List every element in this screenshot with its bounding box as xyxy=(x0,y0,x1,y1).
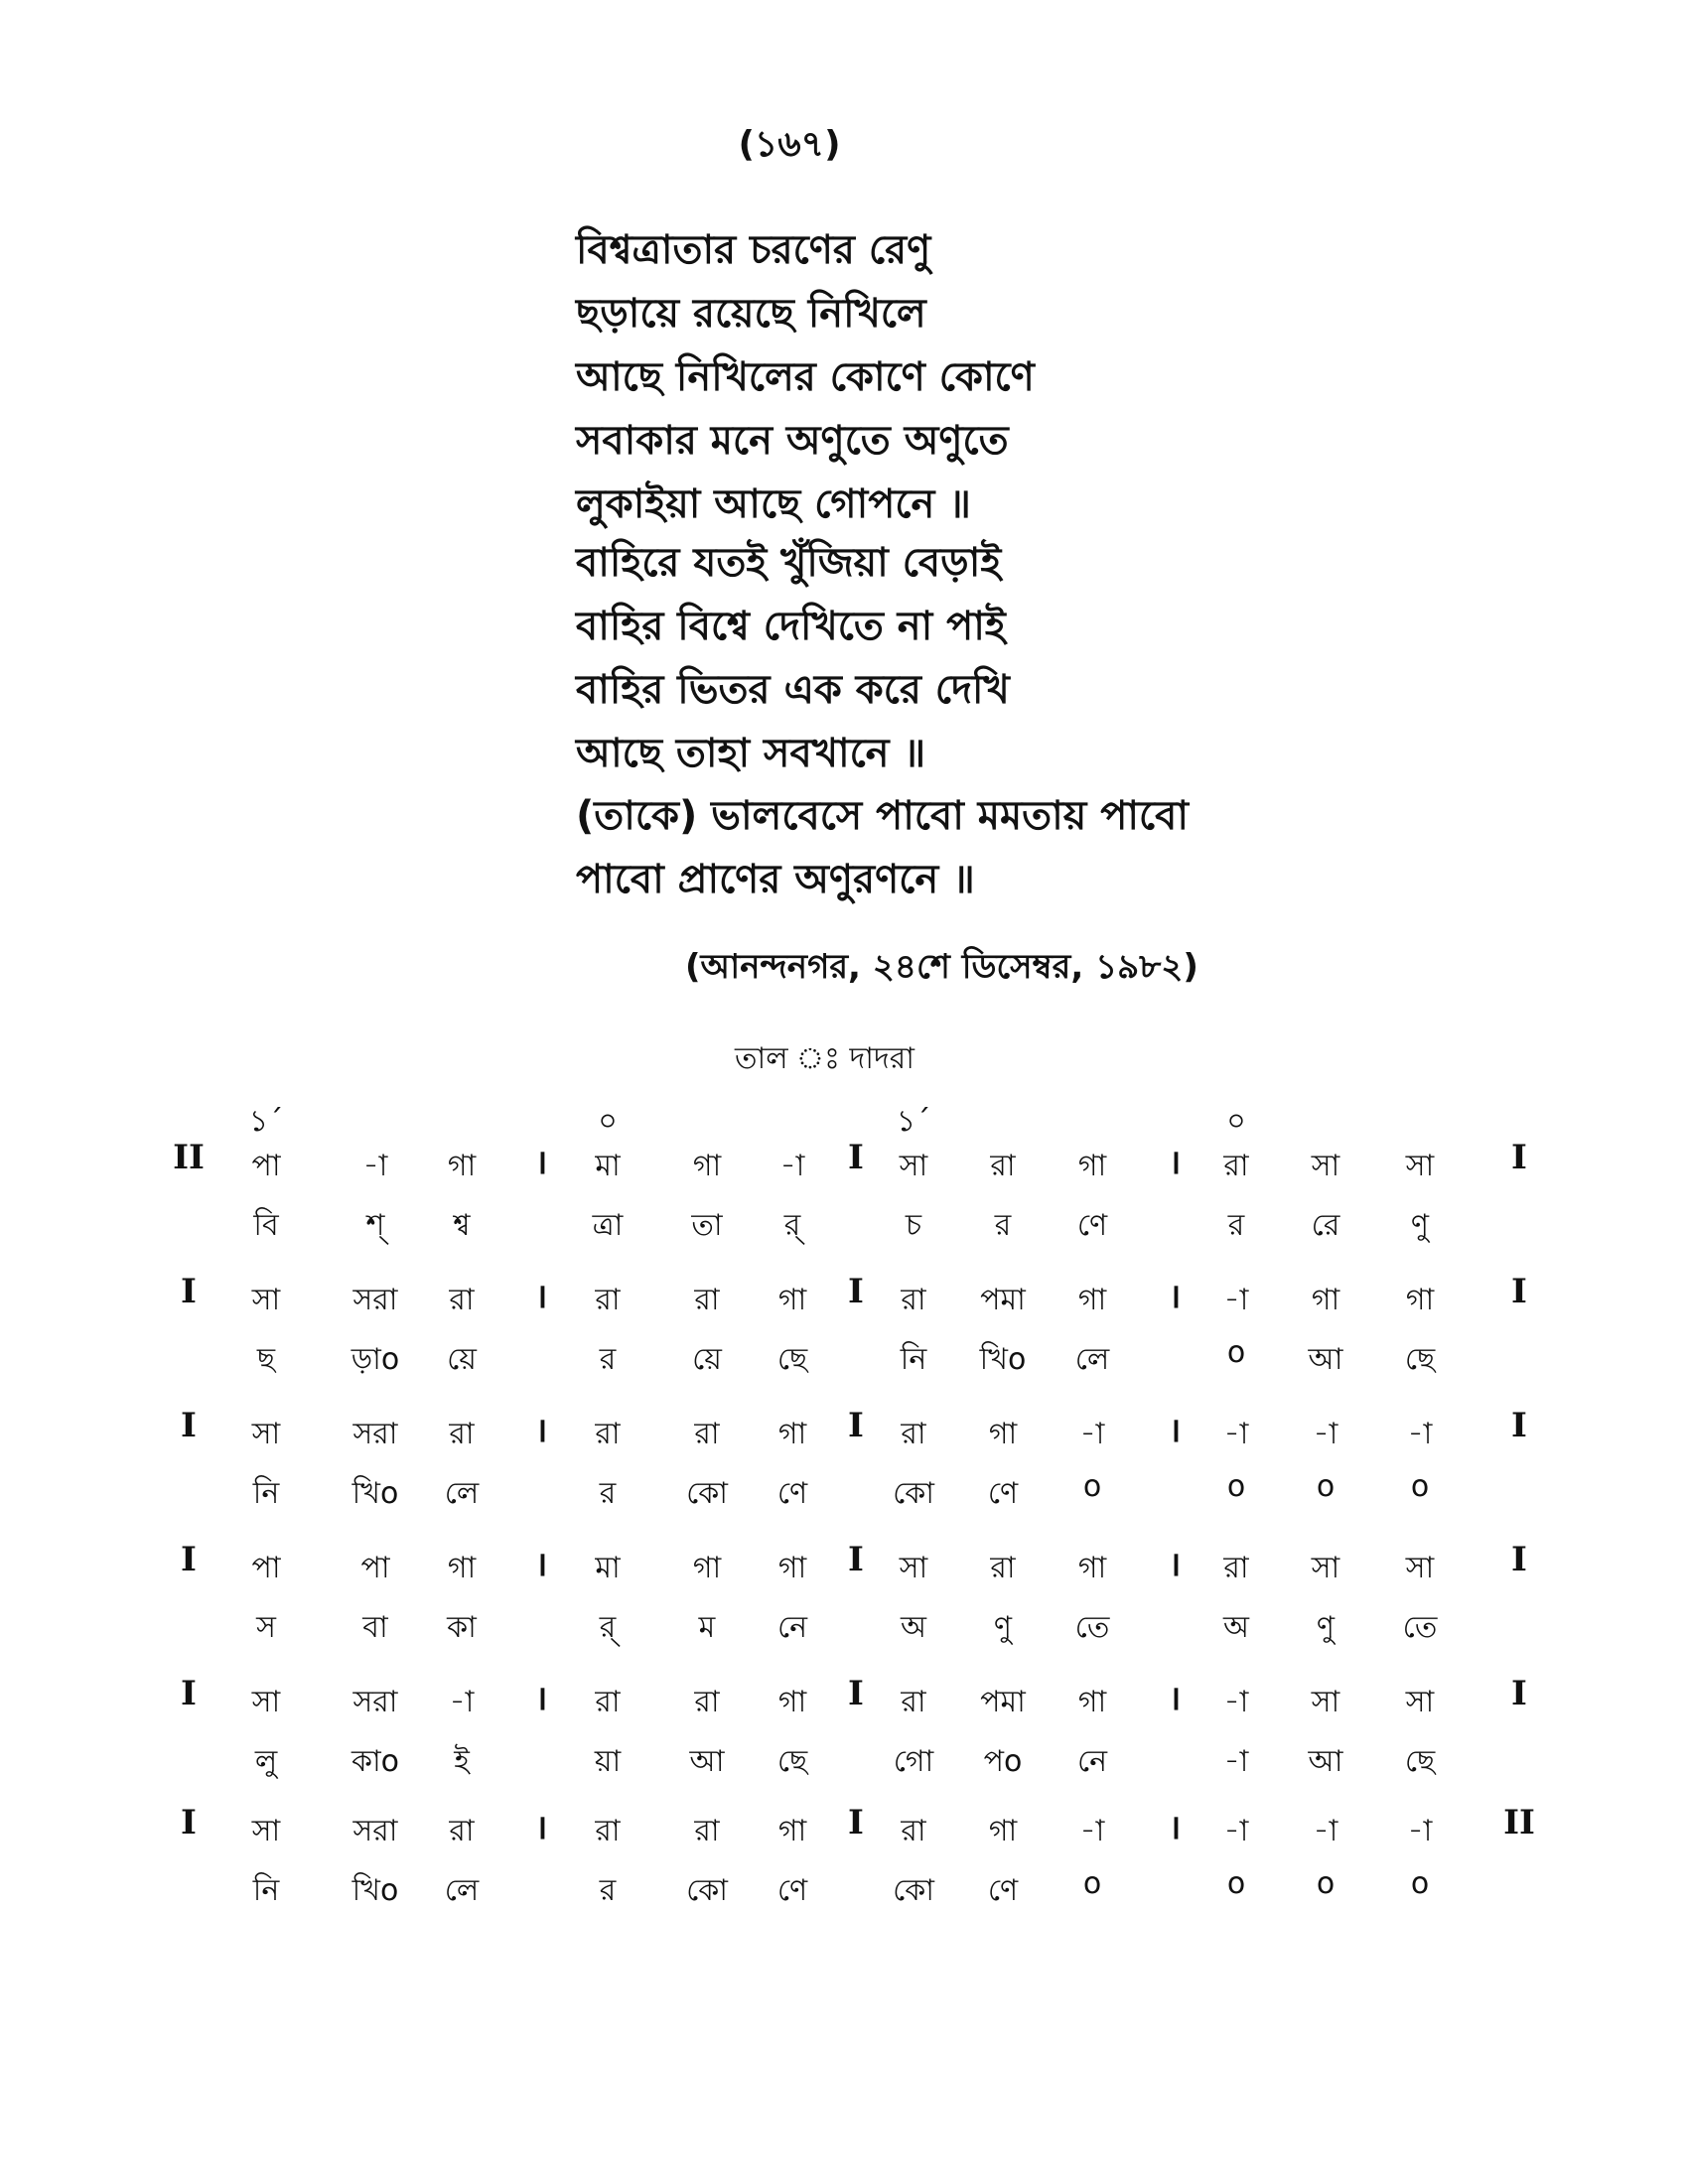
lyric-syllable: গো xyxy=(893,1744,934,1779)
swara-note: গা xyxy=(777,1283,807,1317)
swara-note: সরা xyxy=(352,1814,398,1848)
bar-line: I xyxy=(848,1540,864,1579)
lyric-syllable: ণে xyxy=(776,1476,808,1511)
lyric-syllable: অ xyxy=(901,1610,926,1645)
swara-note: রা xyxy=(901,1685,926,1719)
lyric-syllable: চ xyxy=(905,1208,922,1243)
lyric-syllable: র xyxy=(994,1208,1012,1243)
bar-line: । xyxy=(534,1679,548,1718)
swara-note: সা xyxy=(1405,1685,1435,1719)
swara-note: সা xyxy=(251,1417,281,1451)
bar-line: । xyxy=(534,1277,548,1316)
lyric-syllable: ছে xyxy=(776,1342,808,1377)
swara-note: রা xyxy=(449,1283,475,1317)
lyric-syllable: লে xyxy=(444,1873,480,1908)
swara-note: পমা xyxy=(980,1283,1026,1317)
swara-note: সা xyxy=(251,1283,281,1317)
swara-note: গা xyxy=(692,1149,722,1183)
swara-note: -া xyxy=(1223,1685,1249,1719)
lyric-syllable: লে xyxy=(1074,1342,1110,1377)
swara-note: -া xyxy=(1313,1814,1338,1848)
bar-line: II xyxy=(173,1138,205,1177)
lyric-syllable: o xyxy=(1226,1335,1246,1370)
lyric-syllable: ণু xyxy=(1316,1610,1336,1645)
swara-note: রা xyxy=(1223,1551,1249,1585)
taal-label: তাল ঃ দাদরা xyxy=(735,1041,914,1076)
swara-note: রা xyxy=(990,1149,1016,1183)
swara-note: রা xyxy=(595,1814,621,1848)
lyric-syllable: তে xyxy=(1402,1610,1438,1645)
bar-line: I xyxy=(181,1803,197,1843)
swara-note: -া xyxy=(1223,1283,1249,1317)
swara-note: সা xyxy=(251,1814,281,1848)
swara-note: সরা xyxy=(352,1417,398,1451)
swara-note: রা xyxy=(694,1417,720,1451)
lyric-syllable: ছে xyxy=(1404,1744,1436,1779)
lyric-syllable: খিo xyxy=(352,1873,399,1908)
swara-note: গা xyxy=(777,1417,807,1451)
stanza-1 xyxy=(576,218,1035,536)
lyric-line: (তাকে) ভালবেসে পাবো মমতায় পাবো xyxy=(576,793,1189,839)
lyric-syllable: ণু xyxy=(993,1610,1013,1645)
lyric-syllable: বি xyxy=(253,1208,279,1243)
swara-note: গা xyxy=(777,1551,807,1585)
page-number: (১৬৭) xyxy=(738,124,841,165)
swara-note: রা xyxy=(595,1283,621,1317)
swara-note: গা xyxy=(692,1551,722,1585)
lyric-syllable: -া xyxy=(1223,1744,1249,1779)
swara-note: পা xyxy=(251,1551,281,1585)
beat-marker: ১´ xyxy=(248,1104,284,1139)
lyric-syllable: নে xyxy=(1076,1744,1108,1779)
swara-note: সা xyxy=(1405,1551,1435,1585)
swara-note: -া xyxy=(362,1149,388,1183)
lyric-syllable: বা xyxy=(362,1610,388,1645)
lyric-line: আছে তাহা সবখানে ॥ xyxy=(576,731,926,776)
lyric-syllable: তা xyxy=(691,1208,723,1243)
beat-marker: ১´ xyxy=(896,1104,931,1139)
bar-line: I xyxy=(181,1540,197,1579)
lyric-syllable: লে xyxy=(444,1476,480,1511)
bar-line: I xyxy=(1511,1272,1527,1311)
dateline: (আনন্দনগর, ২৪শে ডিসেম্বর, ১৯৮২) xyxy=(685,947,1198,987)
lyric-syllable: ছে xyxy=(1404,1342,1436,1377)
bar-line: । xyxy=(1168,1277,1182,1316)
swara-note: গা xyxy=(1405,1283,1435,1317)
swara-note: পা xyxy=(360,1551,390,1585)
lyric-syllable: o xyxy=(1226,1469,1246,1504)
swara-note: -া xyxy=(449,1685,475,1719)
swara-note: -া xyxy=(1223,1814,1249,1848)
swara-note: রা xyxy=(901,1283,926,1317)
lyric-syllable: আ xyxy=(1308,1342,1343,1377)
beat-marker: ০ xyxy=(1226,1104,1246,1139)
lyric-syllable: o xyxy=(1316,1866,1336,1901)
swara-note: গা xyxy=(777,1685,807,1719)
lyric-syllable: নে xyxy=(776,1610,808,1645)
lyric-syllable: o xyxy=(1410,1469,1430,1504)
lyric-line: পাবো প্রাণের অণুরণনে ॥ xyxy=(576,857,975,902)
swara-note: সা xyxy=(251,1685,281,1719)
lyric-syllable: ত্রা xyxy=(592,1208,624,1243)
bar-line: I xyxy=(848,1803,864,1843)
lyric-syllable: খিo xyxy=(979,1342,1027,1377)
lyric-syllable: রে xyxy=(1311,1208,1340,1243)
lyric-syllable: র্ xyxy=(599,1610,617,1645)
swara-note: রা xyxy=(449,1417,475,1451)
swara-note: রা xyxy=(1223,1149,1249,1183)
swara-note: গা xyxy=(447,1551,477,1585)
bar-line: । xyxy=(534,1545,548,1584)
swara-note: গা xyxy=(1077,1283,1107,1317)
lyric-syllable: o xyxy=(1082,1866,1102,1901)
bar-line: । xyxy=(1168,1143,1182,1182)
stanza-2 xyxy=(576,531,1010,785)
lyric-syllable: ই xyxy=(454,1744,470,1779)
lyric-syllable: র xyxy=(599,1476,617,1511)
beat-marker: ০ xyxy=(598,1104,618,1139)
swara-note: রা xyxy=(901,1814,926,1848)
lyric-syllable: ণে xyxy=(987,1476,1019,1511)
lyric-syllable: o xyxy=(1082,1469,1102,1504)
lyric-syllable: ণে xyxy=(987,1873,1019,1908)
bar-line: । xyxy=(1168,1545,1182,1584)
bar-line: I xyxy=(1511,1406,1527,1445)
swara-note: -া xyxy=(1407,1814,1433,1848)
lyric-syllable: র xyxy=(599,1342,617,1377)
lyric-syllable: কো xyxy=(893,1873,934,1908)
lyric-syllable: লু xyxy=(254,1744,278,1779)
lyric-syllable: অ xyxy=(1223,1610,1249,1645)
lyric-syllable: শ্ব xyxy=(453,1208,471,1243)
lyric-syllable: ছ xyxy=(256,1342,276,1377)
lyric-syllable: নি xyxy=(252,1873,280,1908)
swara-note: রা xyxy=(595,1417,621,1451)
lyric-syllable: কো xyxy=(893,1476,934,1511)
bar-line: । xyxy=(534,1411,548,1450)
lyric-syllable: পo xyxy=(983,1744,1023,1779)
swara-note: পা xyxy=(251,1149,281,1183)
swara-note: -া xyxy=(1079,1417,1105,1451)
lyric-syllable: ছে xyxy=(776,1744,808,1779)
lyric-syllable: ণু xyxy=(1410,1208,1430,1243)
swara-note: রা xyxy=(694,1814,720,1848)
swara-note: রা xyxy=(694,1685,720,1719)
stanza-3 xyxy=(576,784,1189,911)
swara-note: গা xyxy=(447,1149,477,1183)
swara-note: সা xyxy=(899,1149,928,1183)
swara-note: গা xyxy=(777,1814,807,1848)
swara-note: গা xyxy=(1077,1685,1107,1719)
bar-line: I xyxy=(1511,1138,1527,1177)
lyric-line: ছড়ায়ে রয়েছে নিখিলে xyxy=(576,291,926,337)
lyric-syllable: আ xyxy=(1308,1744,1343,1779)
swara-note: রা xyxy=(901,1417,926,1451)
bar-line: । xyxy=(1168,1679,1182,1718)
bar-line: I xyxy=(848,1272,864,1311)
bar-line: II xyxy=(1503,1803,1535,1843)
lyric-syllable: o xyxy=(1226,1866,1246,1901)
lyric-syllable: ম xyxy=(698,1610,716,1645)
swara-note: -া xyxy=(1407,1417,1433,1451)
bar-line: I xyxy=(1511,1674,1527,1713)
lyric-syllable: ণে xyxy=(776,1873,808,1908)
lyric-syllable: নি xyxy=(900,1342,927,1377)
lyric-line: বিশ্বত্রাতার চরণের রেণু xyxy=(576,227,931,273)
bar-line: । xyxy=(534,1143,548,1182)
swara-note: সা xyxy=(1405,1149,1435,1183)
lyric-syllable: o xyxy=(1410,1866,1430,1901)
lyric-syllable: র xyxy=(1227,1208,1245,1243)
lyric-line: বাহির বিশ্বে দেখিতে না পাই xyxy=(576,604,1006,649)
swara-note: রা xyxy=(449,1814,475,1848)
lyric-syllable: নি xyxy=(252,1476,280,1511)
bar-line: I xyxy=(848,1406,864,1445)
lyric-line: বাহির ভিতর এক করে দেখি xyxy=(576,667,1010,713)
lyric-syllable: খিo xyxy=(352,1476,399,1511)
swara-note: সরা xyxy=(352,1283,398,1317)
swara-note: গা xyxy=(1077,1551,1107,1585)
bar-line: I xyxy=(1511,1540,1527,1579)
bar-line: । xyxy=(1168,1808,1182,1847)
lyric-syllable: কা xyxy=(447,1610,477,1645)
swara-note: -া xyxy=(779,1149,805,1183)
lyric-syllable: য়ে xyxy=(692,1342,722,1377)
lyric-syllable: য়ে xyxy=(447,1342,477,1377)
bar-line: । xyxy=(1168,1411,1182,1450)
swara-note: পমা xyxy=(980,1685,1026,1719)
bar-line: I xyxy=(181,1272,197,1311)
lyric-syllable: য়া xyxy=(594,1744,622,1779)
bar-line: I xyxy=(848,1674,864,1713)
lyric-syllable: আ xyxy=(689,1744,725,1779)
swara-note: গা xyxy=(988,1417,1018,1451)
swara-note: গা xyxy=(988,1814,1018,1848)
lyric-syllable: স xyxy=(256,1610,276,1645)
swara-note: রা xyxy=(990,1551,1016,1585)
lyric-syllable: র xyxy=(599,1873,617,1908)
bar-line: I xyxy=(848,1138,864,1177)
lyric-syllable: কো xyxy=(686,1476,728,1511)
swara-note: -া xyxy=(1313,1417,1338,1451)
swara-note: -া xyxy=(1079,1814,1105,1848)
swara-note: মা xyxy=(595,1551,621,1585)
lyric-syllable: কাo xyxy=(351,1744,400,1779)
swara-note: -া xyxy=(1223,1417,1249,1451)
bar-line: I xyxy=(181,1406,197,1445)
lyric-syllable: কো xyxy=(686,1873,728,1908)
lyric-syllable: তে xyxy=(1074,1610,1110,1645)
bar-line: I xyxy=(181,1674,197,1713)
swara-note: মা xyxy=(595,1149,621,1183)
lyric-syllable: র্ xyxy=(783,1208,801,1243)
swara-note: সা xyxy=(1311,1551,1340,1585)
lyric-line: সবাকার মনে অণুতে অণুতে xyxy=(576,418,1009,464)
lyric-syllable: ড়াo xyxy=(351,1342,400,1377)
lyric-syllable: শ্ xyxy=(365,1208,385,1243)
lyric-syllable: ণে xyxy=(1076,1208,1108,1243)
swara-note: রা xyxy=(694,1283,720,1317)
lyric-line: আছে নিখিলের কোণে কোণে xyxy=(576,354,1035,400)
bar-line: । xyxy=(534,1808,548,1847)
swara-note: রা xyxy=(595,1685,621,1719)
swara-note: গা xyxy=(1311,1283,1340,1317)
swara-note: গা xyxy=(1077,1149,1107,1183)
swara-note: সরা xyxy=(352,1685,398,1719)
lyric-line: বাহিরে যতই খুঁজিয়া বেড়াই xyxy=(576,540,1002,586)
lyric-line: লুকাইয়া আছে গোপনে ॥ xyxy=(576,481,971,527)
swara-note: সা xyxy=(1311,1685,1340,1719)
lyric-syllable: o xyxy=(1316,1469,1336,1504)
swara-note: সা xyxy=(1311,1149,1340,1183)
swara-note: সা xyxy=(899,1551,928,1585)
